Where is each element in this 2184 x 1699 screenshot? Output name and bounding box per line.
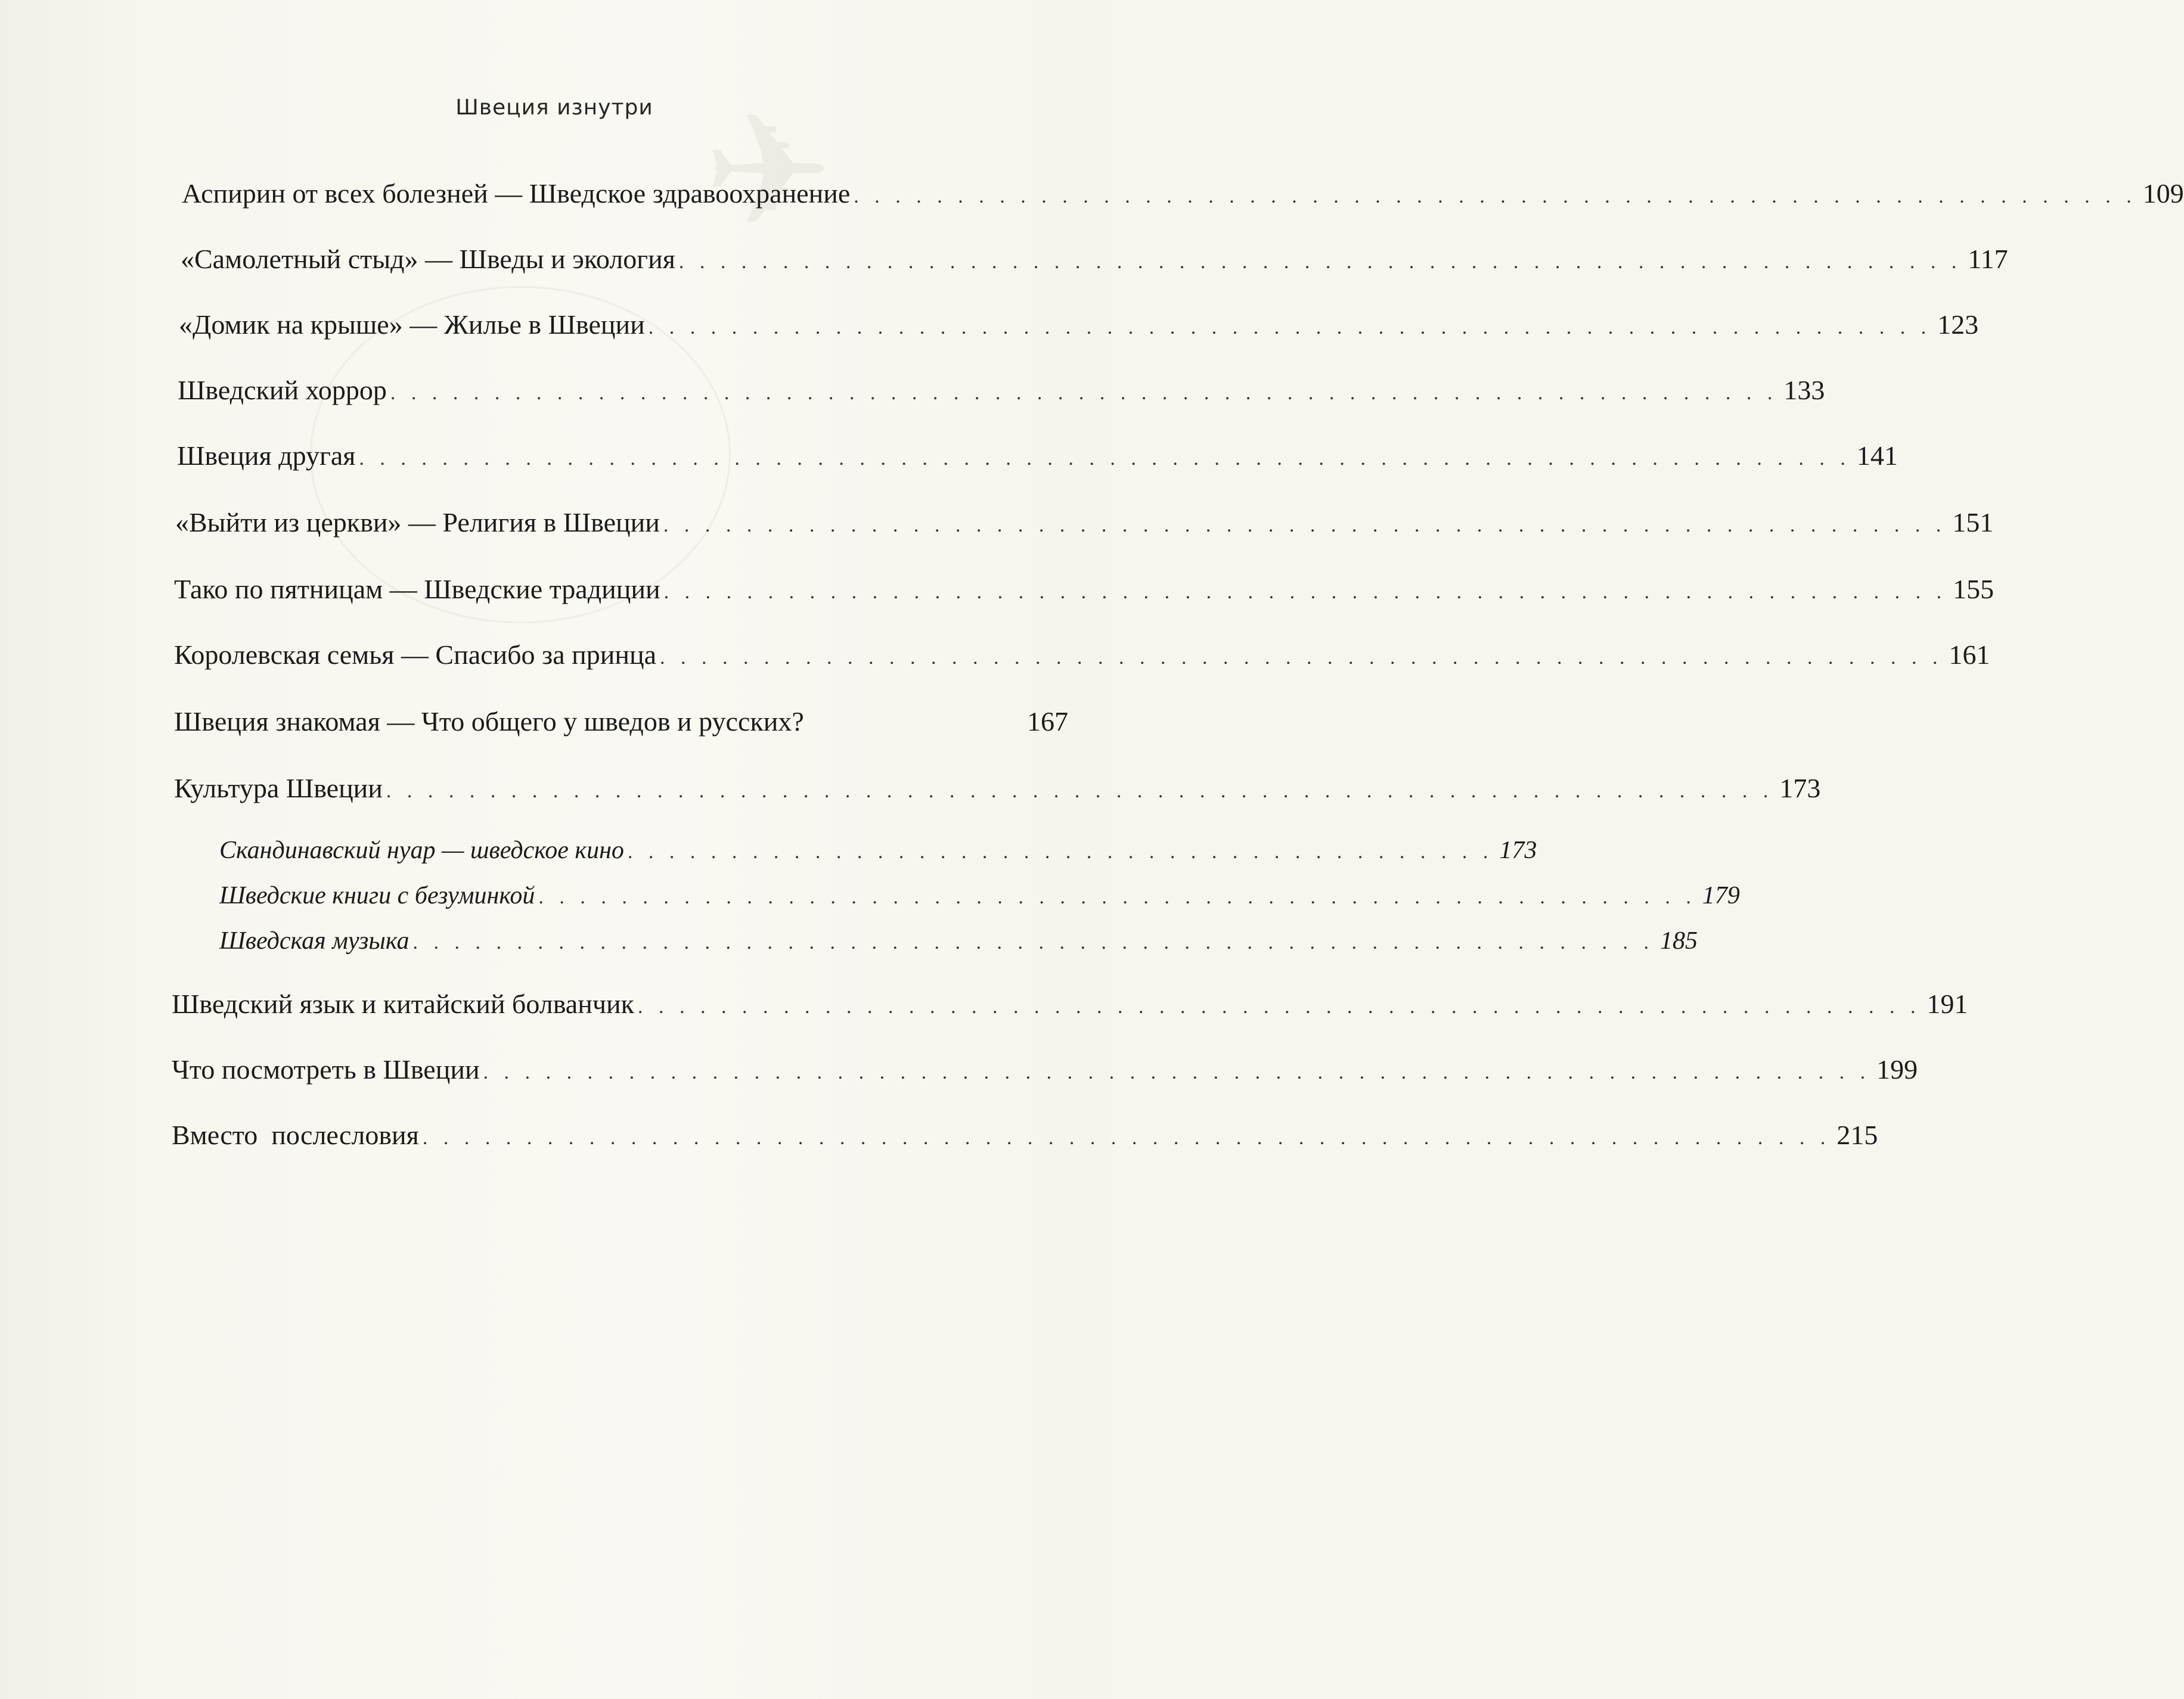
running-head: Швеция изнутри bbox=[455, 95, 653, 120]
toc-entry-page: 191 bbox=[1926, 989, 1968, 1019]
toc-subentry bbox=[219, 927, 1698, 955]
leader-dots: . . . . . . . . . . . . . . . . . . . . . . . . . . . . . . . . . . . . . . . . . . . . . . . . . . . . . . . . . . . . . . . . . . . bbox=[390, 382, 1778, 404]
leader-dots: . . . . . . . . . . . . . . . . . . . . . . . . . . . . . . . . . . . . . . . . . . . . . . . . . . . . . . . . . . . . bbox=[412, 931, 1654, 953]
leader-dots: . . . . . . . . . . . . . . . . . . . . . . . . . . . . . . . . . . . . . . . . . . . . . . . . . . . . . . . . . . . . . . bbox=[663, 581, 1947, 603]
toc-entry bbox=[175, 507, 1994, 538]
leader-dots: . . . . . . . . . . . . . . . . . . . . . . . . . . . . . . . . . . . . . . . . . . . . . . . . . . . . . . . . . . . . . . bbox=[660, 647, 1943, 669]
toc-entry-page: 215 bbox=[1836, 1120, 1878, 1150]
toc-entry-page: 109 bbox=[2142, 178, 2184, 209]
leader-dots: . . . . . . . . . . . . . . . . . . . . . . . . . . . . . . . . . . . . . . . . . . . . . . . . . . . . . . . . . . . . . . bbox=[637, 996, 1921, 1018]
toc-entry bbox=[182, 178, 2184, 209]
toc-entry-page: 199 bbox=[1876, 1054, 1918, 1085]
toc-entry-page: 141 bbox=[1856, 440, 1898, 471]
toc-entry-page: 133 bbox=[1783, 375, 1825, 405]
toc-entry-title: Швеция другая bbox=[177, 440, 356, 471]
toc-entry bbox=[172, 1054, 1918, 1085]
toc-entry-title: Тако по пятницам — Шведские традиции bbox=[174, 574, 660, 604]
toc-entry-title: «Самолетный стыд» — Шведы и экология bbox=[181, 244, 675, 274]
leader-dots: . . . . . . . . . . . . . . . . . . . . . . . . . . . . . . . . . . . . . . . . . . . . . . . . . . . . . . . . . . . . . . . . . . . bbox=[483, 1061, 1871, 1083]
toc-entry bbox=[172, 1120, 1878, 1151]
toc-entry-title: Шведский язык и китайский болванчик bbox=[172, 989, 634, 1019]
toc-entry-page: 161 bbox=[1949, 639, 1990, 670]
toc-subentry bbox=[219, 837, 1537, 864]
leader-dots: . . . . . . . . . . . . . . . . . . . . . . . . . . . . . . . . . . . . . . . . . . . . . . . . . . . . . . . . . . . . . . . . . . . . . . . . bbox=[359, 448, 1851, 470]
toc-entry-title: Культура Швеции bbox=[174, 773, 383, 803]
bleed-through-plane-icon: ✈ bbox=[703, 87, 833, 259]
leader-dots: . . . . . . . . . . . . . . . . . . . . . . . . . . . . . . . . . . . . . . . . . . . . . . . . . . . . . . . . . . . . . . bbox=[678, 251, 1962, 273]
toc-entry bbox=[174, 773, 1821, 804]
toc-entry-title: Вместо послесловия bbox=[172, 1120, 419, 1150]
toc-subentry-title: Шведские книги с безуминкой bbox=[219, 882, 535, 909]
toc-entry-title: Что посмотреть в Швеции bbox=[172, 1054, 480, 1085]
toc-entry-page: 123 bbox=[1937, 309, 1979, 340]
toc-entry-page: 167 bbox=[1027, 706, 1068, 737]
toc-entry-title: Швеция знакомая — Что общего у шведов и русских? bbox=[174, 706, 804, 737]
toc-entry bbox=[172, 989, 1968, 1020]
toc-entry-title: «Выйти из церкви» — Религия в Швеции bbox=[175, 507, 660, 538]
toc-entry-title: Аспирин от всех болезней — Шведское здравоохранение bbox=[182, 178, 851, 209]
toc-subentry-page: 185 bbox=[1659, 927, 1698, 955]
toc-entry bbox=[178, 375, 1825, 406]
toc-entry bbox=[177, 440, 1898, 471]
toc-entry bbox=[174, 574, 1994, 605]
leader-dots: . . . . . . . . . . . . . . . . . . . . . . . . . . . . . . . . . . . . . . . . . . . . . . . . . . . . . . . . . . . . . . bbox=[854, 185, 2137, 207]
toc-entry-page: 173 bbox=[1779, 773, 1821, 803]
leader-dots: . . . . . . . . . . . . . . . . . . . . . . . . . . . . . . . . . . . . . . . . . . . . . . . . . . . . . . . . . . . . . . bbox=[663, 514, 1947, 536]
toc-entry-title: «Домик на крыше» — Жилье в Швеции bbox=[179, 309, 645, 340]
toc-entry bbox=[179, 309, 1979, 340]
toc-entry bbox=[181, 244, 2008, 275]
leader-dots: . . . . . . . . . . . . . . . . . . . . . . . . . . . . . . . . . . . . . . . . . . . . . . . . . . . . . . . . . . . . . . . . . . . bbox=[386, 780, 1774, 802]
toc-entry-title: Королевская семья — Спасибо за принца bbox=[174, 639, 657, 670]
leader-dots: . . . . . . . . . . . . . . . . . . . . . . . . . . . . . . . . . . . . . . . . . . . . . . . . . . . . . . . . bbox=[538, 886, 1696, 908]
toc-subentry-title: Шведская музыка bbox=[219, 927, 410, 955]
toc-entry-page: 155 bbox=[1953, 574, 1994, 604]
toc-subentry-page: 179 bbox=[1702, 882, 1740, 909]
toc-entry bbox=[174, 707, 1068, 737]
toc-subentry bbox=[219, 882, 1740, 909]
toc-entry-title: Шведский хоррор bbox=[178, 375, 387, 405]
toc-subentry-title: Скандинавский нуар — шведское кино bbox=[219, 837, 624, 864]
leader-dots: . . . . . . . . . . . . . . . . . . . . . . . . . . . . . . . . . . . . . . . . . . bbox=[627, 841, 1494, 863]
toc-entry-page: 117 bbox=[1968, 244, 2008, 274]
leader-dots: . . . . . . . . . . . . . . . . . . . . . . . . . . . . . . . . . . . . . . . . . . . . . . . . . . . . . . . . . . . . . . . . . . . . bbox=[422, 1127, 1831, 1149]
toc-subentry-page: 173 bbox=[1499, 837, 1537, 864]
toc-entry bbox=[174, 639, 1990, 670]
leader-dots: . . . . . . . . . . . . . . . . . . . . . . . . . . . . . . . . . . . . . . . . . . . . . . . . . . . . . . . . . . . . . . bbox=[648, 316, 1932, 338]
toc-entry-page: 151 bbox=[1952, 507, 1994, 538]
